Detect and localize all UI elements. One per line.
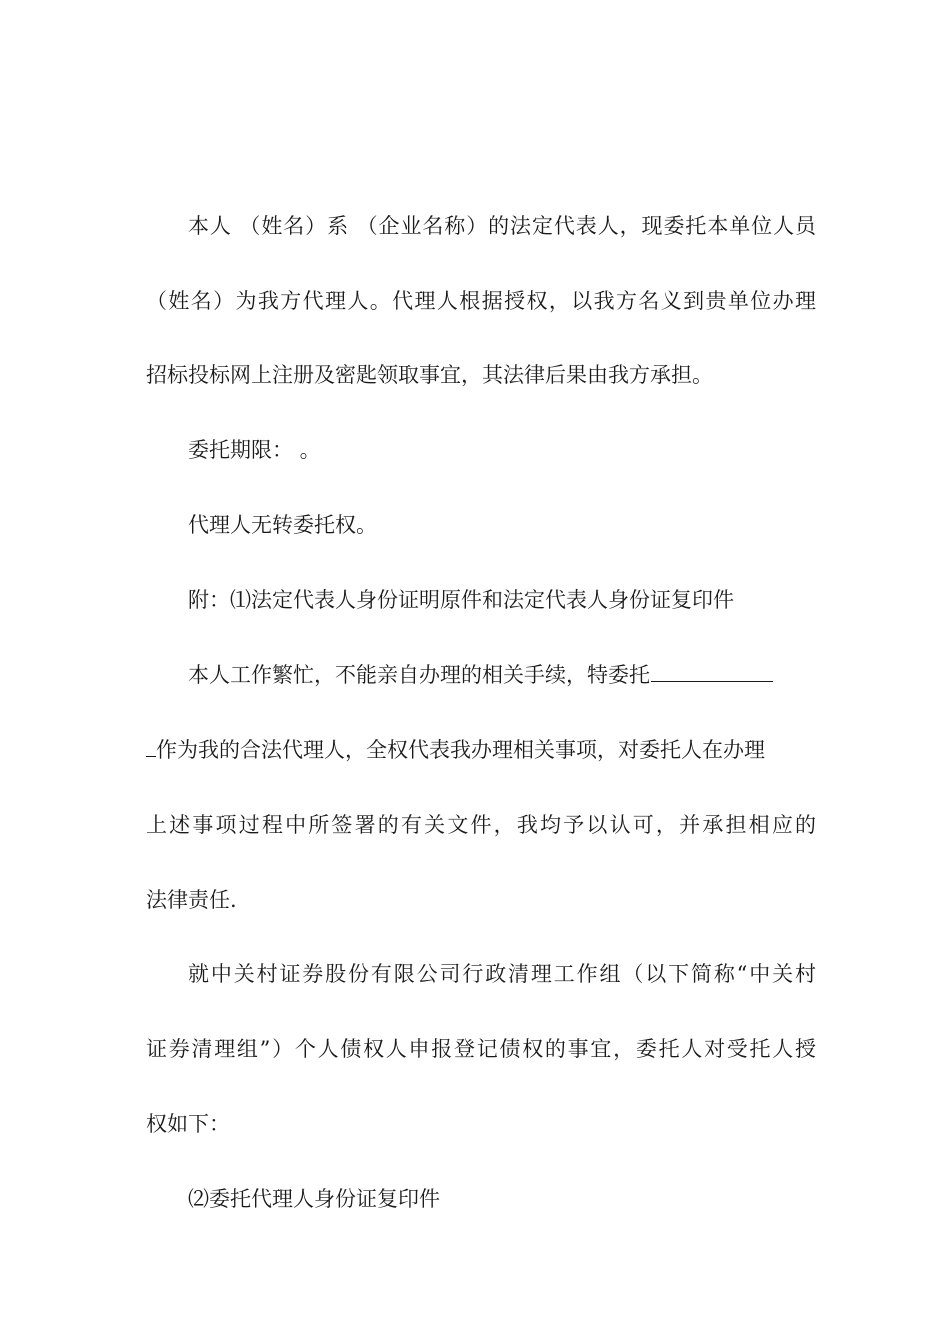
paragraph-3-line-1: 就中关村证券股份有限公司行政清理工作组（以下简称“中关村 [188,962,816,986]
paragraph-3-line-3: 权如下： [146,1112,230,1136]
blank-fill-stub [146,738,156,757]
paragraph-2-line-1: 本人工作繁忙，不能亲自办理的相关手续，特委托 [188,663,650,687]
paragraph-3-line-2: 证券清理组”）个人债权人申报登记债权的事宜，委托人对受托人授 [146,1037,816,1061]
paragraph-1-line-3: 招标投标网上注册及密匙领取事宜，其法律后果由我方承担。 [146,363,713,387]
paragraph-2-line-2: 作为我的合法代理人，全权代表我办理相关事项，对委托人在办理 [156,738,765,762]
paragraph-2-line-3: 上述事项过程中所签署的有关文件，我均予以认可，并承担相应的 [146,813,816,837]
attachment-2-line: ⑵委托代理人身份证复印件 [188,1187,440,1211]
paragraph-2-line-2-wrapper [146,735,816,765]
paragraph-1-line-1: 本人 （姓名）系 （企业名称）的法定代表人，现委托本单位人员 [188,214,816,238]
paragraph-2-line-1-wrapper [188,660,816,690]
blank-fill-line [651,663,773,682]
entrust-term-line: 委托期限： 。 [188,438,321,462]
paragraph-1-line-2: （姓名）为我方代理人。代理人根据授权，以我方名义到贵单位办理 [146,289,816,313]
paragraph-2-line-4: 法律责任. [146,888,237,912]
no-transfer-line: 代理人无转委托权。 [188,513,377,537]
attachment-1-line: 附：⑴法定代表人身份证明原件和法定代表人身份证复印件 [188,588,734,612]
